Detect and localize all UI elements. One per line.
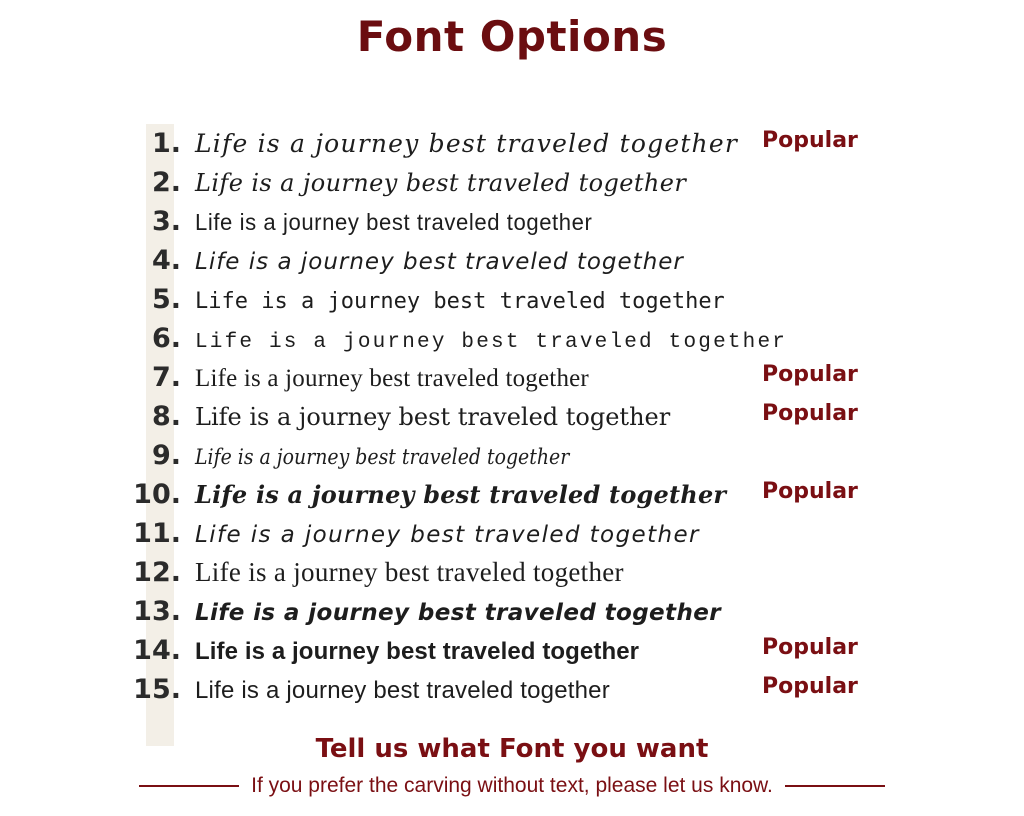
divider-right xyxy=(785,785,885,787)
font-option-row[interactable] xyxy=(0,559,1024,598)
font-option-row[interactable] xyxy=(0,598,1024,637)
footer xyxy=(0,734,1024,798)
option-number: 9. xyxy=(151,440,181,472)
option-number: 10. xyxy=(133,479,181,511)
option-sample-text: Life is a journey best traveled together xyxy=(195,557,624,588)
font-options-list xyxy=(0,74,1024,715)
font-option-row[interactable] xyxy=(0,130,1024,169)
font-option-row[interactable] xyxy=(0,403,1024,442)
popular-badge: Popular xyxy=(762,401,858,427)
option-sample-text: Life is a journey best traveled together xyxy=(195,677,610,705)
font-option-row[interactable] xyxy=(0,637,1024,676)
font-option-row[interactable] xyxy=(0,169,1024,208)
font-option-row[interactable] xyxy=(0,442,1024,481)
popular-badge: Popular xyxy=(762,635,858,661)
option-sample-text: Life is a journey best traveled together xyxy=(195,209,593,236)
popular-badge: Popular xyxy=(762,362,858,388)
option-sample-text: Life is a journey best traveled together xyxy=(195,445,570,470)
option-number: 13. xyxy=(133,596,181,628)
option-number: 1. xyxy=(151,128,181,160)
option-number: 7. xyxy=(151,362,181,394)
option-sample-text: Life is a journey best traveled together xyxy=(195,638,640,666)
option-number: 3. xyxy=(151,206,181,238)
divider-left xyxy=(139,785,239,787)
option-sample-text: Life is a journey best traveled together xyxy=(195,249,684,276)
popular-badge: Popular xyxy=(762,479,858,505)
option-sample-text: Life is a journey best traveled together xyxy=(195,289,725,315)
option-sample-text: Life is a journey best traveled together xyxy=(195,480,727,510)
font-option-row[interactable] xyxy=(0,364,1024,403)
option-sample-text: Life is a journey best traveled together xyxy=(195,331,788,355)
font-option-row[interactable] xyxy=(0,520,1024,559)
option-number: 2. xyxy=(151,167,181,199)
option-number: 11. xyxy=(133,518,181,550)
option-sample-text: Life is a journey best traveled together xyxy=(195,169,687,198)
font-option-row[interactable] xyxy=(0,676,1024,715)
popular-badge: Popular xyxy=(762,674,858,700)
font-option-row[interactable] xyxy=(0,208,1024,247)
option-number: 4. xyxy=(151,245,181,277)
option-number: 15. xyxy=(133,674,181,706)
option-number: 6. xyxy=(151,323,181,355)
footer-note: If you prefer the carving without text, please let us know. xyxy=(251,774,773,797)
font-option-row[interactable] xyxy=(0,325,1024,364)
footer-note-line xyxy=(0,774,1024,798)
popular-badge: Popular xyxy=(762,128,858,154)
option-sample-text: Life is a journey best traveled together xyxy=(195,365,589,393)
option-number: 12. xyxy=(133,557,181,589)
footer-heading: Tell us what Font you want xyxy=(315,734,709,764)
option-number: 5. xyxy=(151,284,181,316)
option-sample-text: Life is a journey best traveled together xyxy=(195,522,700,549)
option-sample-text: Life is a journey best traveled together xyxy=(195,600,721,627)
font-option-row[interactable] xyxy=(0,286,1024,325)
option-sample-text: Life is a journey best traveled together xyxy=(195,403,671,432)
font-rows xyxy=(0,74,1024,715)
option-number: 14. xyxy=(133,635,181,667)
option-number: 8. xyxy=(151,401,181,433)
font-option-row[interactable] xyxy=(0,481,1024,520)
font-option-row[interactable] xyxy=(0,247,1024,286)
page-title: Font Options xyxy=(356,12,668,61)
option-sample-text: Life is a journey best traveled together xyxy=(195,129,739,159)
